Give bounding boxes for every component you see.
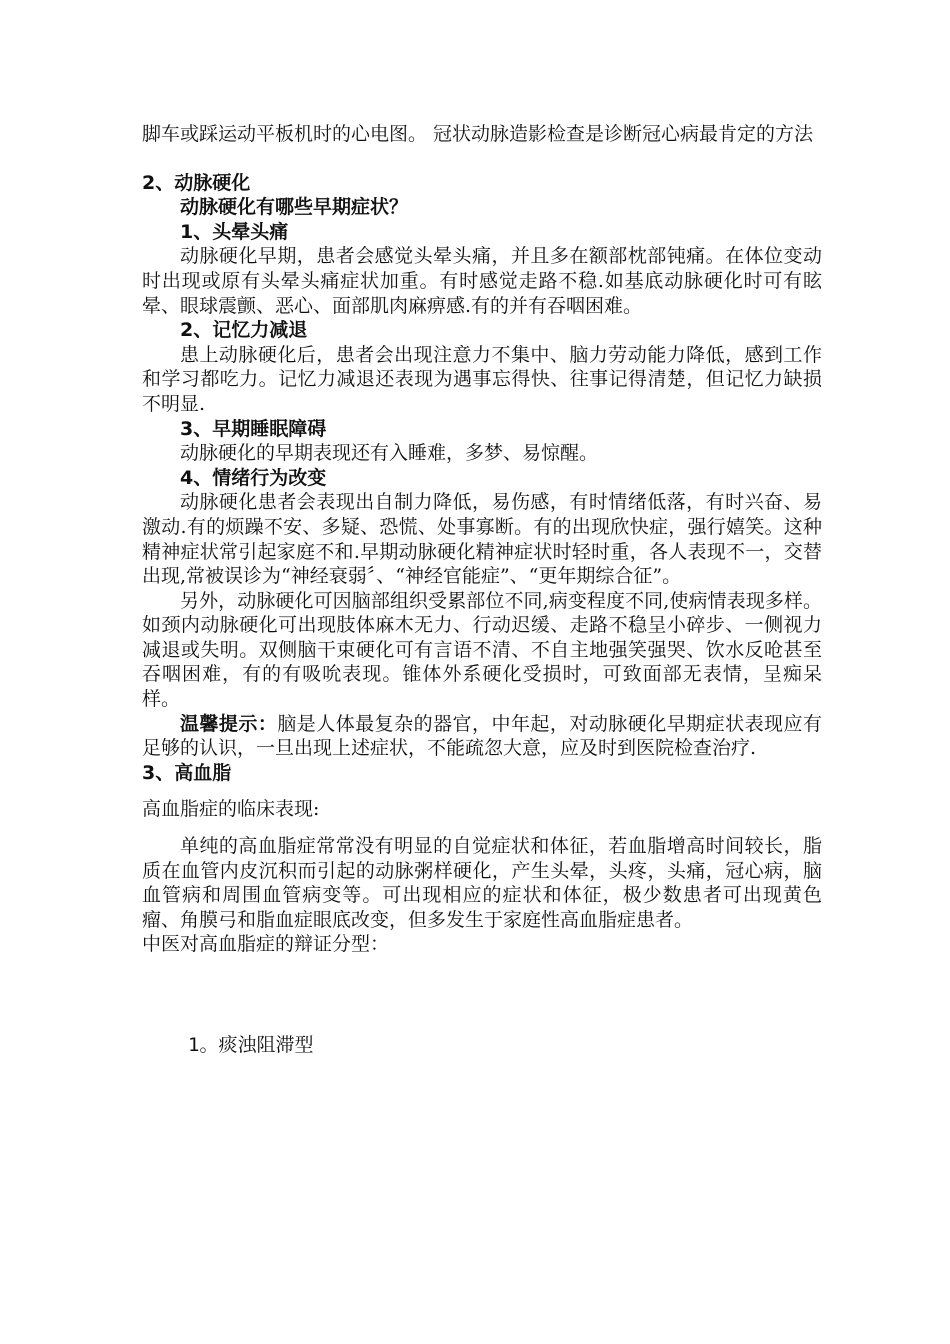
document-page: [142, 122, 822, 1058]
tip-text: 脑是人体最复杂的器官，中年起，对动脉硬化早期症状表现应有足够的认识，一旦出现上述症状，不能疏忽大意，应及时到医院检查治疗.: [142, 712, 822, 760]
symptom-heading-dizziness: 1、头晕头痛: [180, 220, 289, 243]
section-heading-hyperlipidemia: 3、高血脂: [142, 761, 232, 784]
question-heading: 动脉硬化有哪些早期症状？: [180, 196, 409, 219]
tcm-type-label: 。痰浊阻滞型: [199, 1034, 314, 1056]
spacer: [142, 147, 822, 171]
section-heading-arteriosclerosis: 2、动脉硬化: [142, 171, 251, 194]
symptom-text-sleep: 动脉硬化的早期表现还有入睡难，多梦、易惊醒。: [180, 442, 599, 465]
tcm-classification-heading: 中医对高血脂症的辩证分型：: [142, 933, 390, 956]
tip-paragraph: [142, 712, 822, 761]
symptom-text-emotion: 动脉硬化患者会表现出自制力降低，易伤感，有时情绪低落，有时兴奋、易激动.有的烦躁不安、多疑、恐慌、处事寡断。有的出现欣快症，强行嬉笑。这种精神症状常引起家庭不和.早期动脉硬化精神症状时轻时重，各人表现不一，交替出现,常被误诊为“神经衰弱〞、“神经官能症”、“更年期综合征”。: [142, 491, 822, 588]
other-symptoms-paragraph: 另外，动脉硬化可因脑部组织受累部位不同,病变程度不同,使病情表现多样。如颈内动脉硬化可出现肢体麻木无力、行动迟缓、走路不稳呈小碎步、一侧视力减退或失明。双侧脑干束硬化可有言语不清、不自主地强笑强哭、饮水反呛甚至吞咽困难，有的有吸吮表现。锥体外系硬化受损时，可致面部无表情，呈痴呆样。: [142, 589, 822, 711]
intro-paragraph: 脚车或踩运动平板机时的心电图。 冠状动脉造影检查是诊断冠心病最肯定的方法: [142, 123, 814, 145]
symptom-heading-emotion: 4、情绪行为改变: [180, 466, 327, 489]
spacer: [142, 785, 822, 797]
tcm-type-item: [142, 1033, 822, 1058]
symptom-heading-sleep: 3、早期睡眠障碍: [180, 417, 327, 440]
symptom-text-dizziness: 动脉硬化早期，患者会感觉头晕头痛，并且多在额部枕部钝痛。在体位变动时出现或原有头晕头痛症状加重。有时感觉走路不稳.如基底动脉硬化时可有眩晕、眼球震颤、恶心、面部肌肉麻痹感.有的并有吞咽困难。: [142, 245, 822, 317]
spacer: [142, 957, 822, 1033]
spacer: [142, 822, 822, 834]
clinical-manifestation-heading: 高血脂症的临床表现:: [142, 798, 320, 821]
symptom-heading-memory: 2、记忆力减退: [180, 319, 308, 342]
hyperlipidemia-paragraph: 单纯的高血脂症常常没有明显的自觉症状和体征，若血脂增高时间较长，脂质在血管内皮沉积而引起的动脉粥样硬化，产生头晕，头疼，头痛，冠心病，脑血管病和周围血管病变等。可出现相应的症状和体征，极少数患者可出现黄色瘤、角膜弓和脂血症眼底改变，但多发生于家庭性高血脂症患者。: [142, 835, 822, 931]
symptom-text-memory: 患上动脉硬化后，患者会出现注意力不集中、脑力劳动能力降低，感到工作和学习都吃力。记忆力减退还表现为遇事忘得快、往事记得清楚，但记忆力缺损不明显.: [142, 343, 822, 415]
tip-label: 温馨提示：: [180, 712, 278, 735]
tcm-type-number: 1: [188, 1034, 200, 1056]
